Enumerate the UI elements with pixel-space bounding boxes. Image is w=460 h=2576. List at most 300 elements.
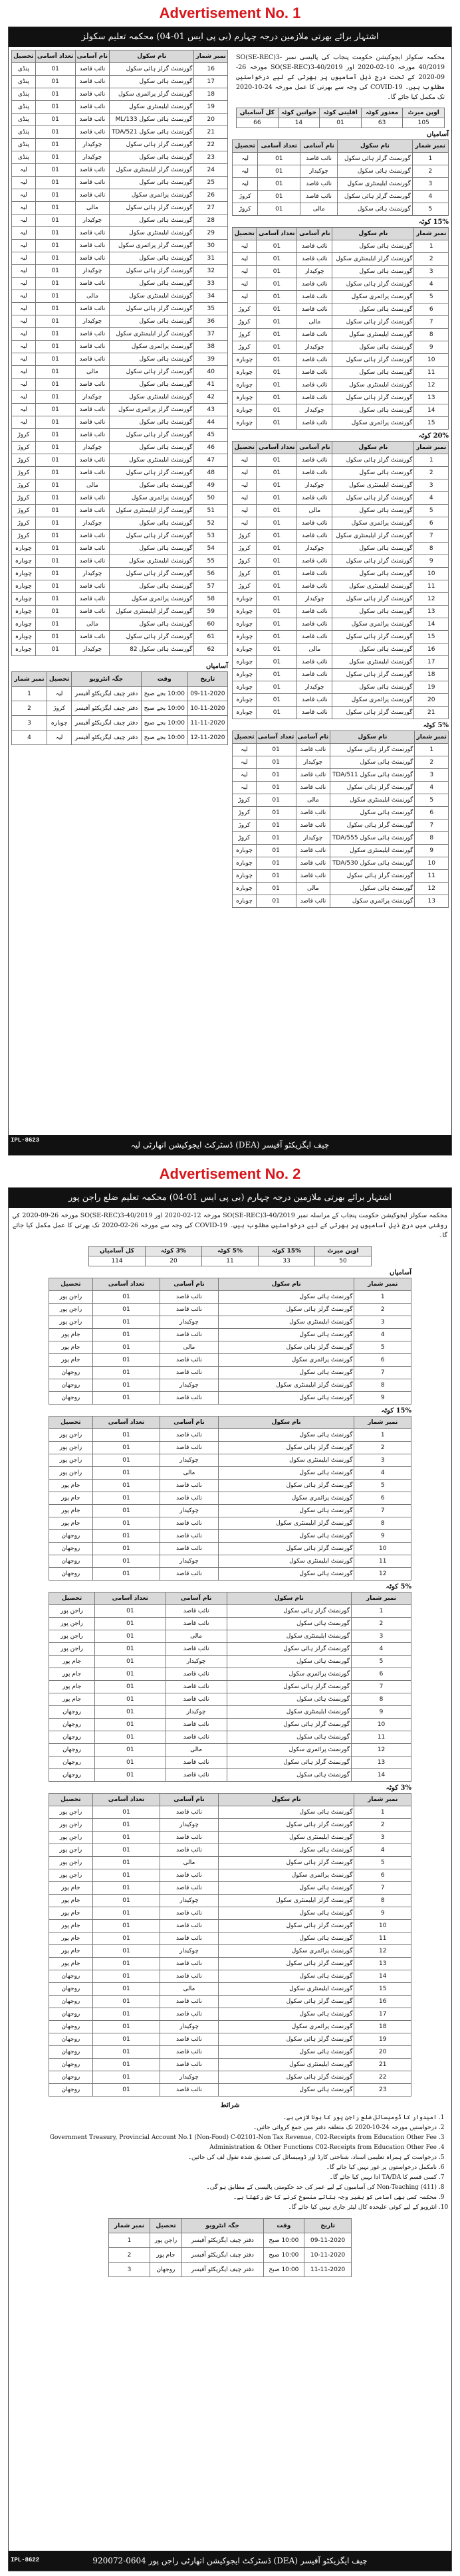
table-cell: گورنمنٹ ایلیمنٹری سکول (110, 227, 194, 240)
table-row (233, 681, 449, 694)
table-cell: چوبارہ (233, 379, 257, 392)
table-cell: نائب قاصد (297, 253, 332, 266)
table-cell: 01 (257, 479, 297, 492)
table-cell: چوبارہ (233, 354, 257, 367)
table-cell: گورنمنٹ ہائی سکول (218, 1806, 354, 1819)
table-cell: گورنمنٹ پرائمری سکول (332, 417, 414, 430)
table-cell: گورنمنٹ گرلز ہائی سکول (218, 1920, 354, 1932)
ad1-posts-table-b (232, 227, 449, 430)
ad1-banner: اشتہار برائے بھرتی ملازمین درجہ چہارم (بی پی ایس 01-04) محکمہ تعلیم سکولز (9, 27, 451, 47)
column-header: تعداد آسامی (92, 1794, 160, 1806)
table-cell: 01 (257, 240, 297, 253)
table-cell: 01 (35, 101, 75, 114)
table-cell: گورنمنٹ گرلز پرائمری سکول (110, 404, 194, 416)
table-cell: 01 (92, 1543, 160, 1555)
table-cell: گورنمنٹ ہائی سکول (332, 467, 414, 479)
table-row (12, 177, 228, 189)
table-cell: 01 (35, 492, 75, 505)
table-row (12, 416, 228, 429)
table-cell: 28 (194, 215, 228, 227)
table-cell: 01 (92, 2084, 160, 2097)
table-cell: چوکیدار (297, 681, 332, 694)
table-cell: 01 (95, 1731, 166, 1744)
table-cell: لیہ (233, 744, 257, 756)
table-cell: 1 (354, 1291, 411, 1304)
table-header-row (12, 50, 228, 63)
table-cell: 10:00 صبح (263, 2248, 304, 2263)
table-cell: 3 (414, 479, 449, 492)
table-cell: گورنمنٹ ہائی سکول (218, 1467, 354, 1480)
table-cell: 2 (109, 2248, 150, 2263)
table-cell: 01 (257, 618, 297, 631)
table-cell: نائب قاصد (297, 707, 332, 719)
table-cell: گورنمنٹ ہائی سکول (227, 1693, 351, 1706)
table-cell: گورنمنٹ ہائی سکول (218, 1907, 354, 1920)
table-cell: 10 (415, 857, 449, 870)
table-cell: کروڑ (233, 555, 257, 568)
table-cell: چوبارہ (12, 631, 36, 644)
table-cell: 2 (412, 165, 448, 178)
table-cell: کروڑ (233, 807, 257, 819)
table-cell: گورنمنٹ ایلیمنٹری سکول (330, 794, 415, 807)
table-cell: چوکیدار (297, 341, 332, 354)
table-cell: چوبارہ (233, 367, 257, 379)
table-row (12, 303, 228, 315)
column-header: تاریخ (304, 2219, 352, 2233)
ad1-posts-table-c (232, 441, 449, 719)
table-cell: 35 (194, 303, 228, 315)
table-cell: 6 (414, 517, 449, 530)
table-row (109, 2248, 352, 2263)
table-cell: 01 (35, 379, 75, 391)
table-cell: 44 (194, 416, 228, 429)
table-cell: گورنمنٹ گرلز ایلیمنٹری سکول (332, 253, 414, 266)
table-cell: 16 (414, 644, 449, 656)
column-header: نام سکول (332, 442, 414, 454)
table-cell: 1 (415, 744, 449, 756)
column-header: تحصیل (49, 1417, 93, 1429)
table-cell: 13 (414, 606, 449, 618)
table-cell: چوبارہ (233, 694, 257, 707)
column-header: نام سکول (110, 50, 194, 63)
quota-cell: 15% کوٹہ (258, 1246, 314, 1256)
table-cell: چوکیدار (75, 568, 110, 580)
table-cell: 58 (194, 593, 228, 606)
table-cell: 01 (92, 1429, 160, 1442)
table-row (49, 1555, 411, 1568)
table-cell: 13 (352, 1757, 411, 1769)
table-cell: 10 (414, 354, 449, 367)
table-cell: 01 (35, 517, 75, 530)
table-cell: 01 (35, 593, 75, 606)
table-cell: 01 (258, 165, 300, 178)
column-header: نام آسامی (166, 1592, 227, 1605)
table-cell: 8 (354, 1895, 411, 1907)
column-header: تحصیل (47, 672, 71, 687)
table-cell: گورنمنٹ ایلیمنٹری سکول (337, 178, 412, 191)
table-cell: نائب قاصد (75, 416, 110, 429)
table-cell: گورنمنٹ گرلز پرائمری سکول (110, 88, 194, 101)
table-cell: گورنمنٹ ایلیمنٹری سکول (110, 391, 194, 404)
table-cell: روجھان (49, 1983, 93, 1996)
table-row (12, 391, 228, 404)
table-cell: نائب قاصد (160, 1932, 219, 1945)
table-cell: 9 (354, 1530, 411, 1543)
table-cell: 19 (194, 101, 228, 114)
table-cell: 01 (35, 568, 75, 580)
table-cell: گورنمنٹ پرائمری سکول (218, 1354, 354, 1367)
table-cell: 8 (354, 1379, 411, 1392)
table-cell: نائب قاصد (300, 191, 337, 203)
table-cell: نائب قاصد (297, 454, 332, 467)
table-cell: پنڈی (12, 114, 36, 126)
table-cell: نائب قاصد (160, 1806, 219, 1819)
table-cell: گورنمنٹ گرلز ہائی سکول (218, 1480, 354, 1492)
table-cell: گورنمنٹ ہائی سکول (332, 404, 414, 417)
table-cell: گورنمنٹ ہائی سکول (218, 1367, 354, 1379)
table-cell: 10-11-2020 (304, 2248, 352, 2263)
table-row (49, 1618, 411, 1630)
table-row (233, 240, 449, 253)
quota-cell: 3% کوٹہ (145, 1246, 201, 1256)
table-cell: 25 (194, 177, 228, 189)
table-cell: 11-11-2020 (187, 716, 227, 730)
table-cell: نائب قاصد (297, 492, 332, 505)
table-cell: نائب قاصد (297, 530, 332, 543)
table-cell: 01 (257, 354, 297, 367)
table-row (49, 1517, 411, 1530)
table-cell: 10 (352, 1719, 411, 1731)
table-row (233, 845, 449, 857)
table-cell: چوبارہ (233, 392, 257, 404)
table-cell: نائب قاصد (160, 1958, 219, 1970)
table-cell: 4 (412, 191, 448, 203)
table-cell: راجن پور (49, 1806, 93, 1819)
table-cell: نائب قاصد (75, 467, 110, 479)
column-header: نمبر شمار (352, 1592, 411, 1605)
table-cell: گورنمنٹ پرائمری سکول (227, 1744, 351, 1757)
column-header: نمبر شمار (415, 731, 449, 744)
table-cell: 4 (354, 1844, 411, 1857)
table-cell: 01 (257, 669, 297, 681)
table-cell: 01 (257, 417, 297, 430)
table-cell: نائب قاصد (160, 1480, 219, 1492)
table-row (49, 1731, 411, 1744)
table-cell: 01 (92, 1480, 160, 1492)
table-cell: 11 (352, 1731, 411, 1744)
table-cell: لیہ (12, 177, 36, 189)
table-cell: روجھان (49, 1757, 95, 1769)
table-cell: لیہ (233, 492, 257, 505)
table-row (233, 555, 449, 568)
table-cell: نائب قاصد (166, 1769, 227, 1782)
table-cell: 7 (352, 1681, 411, 1693)
table-cell: 36 (194, 315, 228, 328)
table-row (49, 2008, 411, 2021)
table-cell: 51 (194, 505, 228, 517)
table-row (233, 819, 449, 832)
table-cell: پنڈی (12, 76, 36, 88)
column-header: نمبر شمار (354, 1417, 411, 1429)
table-cell: کروڑ (233, 580, 257, 593)
table-row (49, 1643, 411, 1656)
quota-cell: 33 (258, 1256, 314, 1266)
table-cell: نائب قاصد (296, 857, 330, 870)
table-cell: 01 (257, 316, 297, 329)
table-cell: لیہ (233, 479, 257, 492)
table-cell: روجھان (49, 2008, 93, 2021)
table-cell: 01 (35, 177, 75, 189)
table-cell: 47 (194, 454, 228, 467)
table-row (49, 1316, 411, 1329)
table-row (49, 2021, 411, 2033)
table-row (233, 694, 449, 707)
table-cell: نائب قاصد (160, 1517, 219, 1530)
table-cell: 01 (92, 1895, 160, 1907)
table-cell: 3 (412, 178, 448, 191)
table-cell: چوبارہ (233, 883, 257, 895)
table-cell: روجھان (49, 1744, 95, 1757)
table-cell: 01 (92, 2021, 160, 2033)
table-cell: نائب قاصد (296, 845, 330, 857)
table-row (49, 1329, 411, 1341)
table-cell: گورنمنٹ ہائی سکول (227, 1656, 351, 1668)
table-cell: لیہ (233, 517, 257, 530)
table-cell: چوکیدار (160, 1895, 219, 1907)
table-cell: گورنمنٹ گرلز ہائی سکول (332, 707, 414, 719)
table-cell: نائب قاصد (75, 227, 110, 240)
table-cell: جام پور (49, 1945, 93, 1958)
quota-cell: اوپن میرٹ (314, 1246, 371, 1256)
column-header: تعداد آسامی (256, 731, 296, 744)
table-cell: 09-11-2020 (187, 687, 227, 701)
quota-cell: 14 (278, 118, 320, 128)
table-cell: 11 (414, 367, 449, 379)
table-cell: 01 (92, 2059, 160, 2071)
table-cell: گورنمنٹ گرلز ہائی سکول (110, 366, 194, 379)
table-cell: 6 (354, 1869, 411, 1882)
table-cell: دفتر چیف ایگزیکٹو آفیسر (72, 701, 142, 716)
table-row (12, 379, 228, 391)
table-cell: 01 (92, 1341, 160, 1354)
table-cell: 23 (194, 151, 228, 164)
table-cell: 01 (92, 1492, 160, 1505)
table-cell: گورنمنٹ ایلیمنٹری سکول (218, 1983, 354, 1996)
ad2-intro: محکمہ سکولز ایجوکیشن حکومت پنجاب کے مراسلہ نمبر SO(SE-REC)3-40/2019 مورخہ 12-02-2020 اور SO(SE-REC)3-40/2019 مورخہ 26-09-2020 کی روشنی میں درج ذیل آسامیوں پر بھرتی کے لیے درخواستیں مطلوب ہیں۔ COVID-19 کی وجہ سے مورخہ 26-02-2020 تک بھرتی کا عمل مکمل کیا جائے گا۔ (13, 1212, 448, 1239)
table-cell: لیہ (12, 227, 36, 240)
table-cell: 01 (92, 1996, 160, 2008)
table-cell: کروڑ (12, 442, 36, 454)
table-cell: نائب قاصد (75, 555, 110, 568)
table-cell: 3 (354, 1832, 411, 1844)
table-cell: پنڈی (12, 139, 36, 151)
table-cell: نائب قاصد (160, 1543, 219, 1555)
table-row (233, 492, 449, 505)
table-cell: 01 (35, 315, 75, 328)
table-cell: چوبارہ (233, 870, 257, 883)
table-cell: نائب قاصد (75, 404, 110, 416)
table-cell: 01 (35, 139, 75, 151)
table-cell: نائب قاصد (160, 2046, 219, 2059)
table-cell: 01 (35, 530, 75, 543)
table-row (49, 1568, 411, 1581)
table-cell: 01 (35, 341, 75, 353)
table-cell: 01 (35, 454, 75, 467)
table-cell: 10 (354, 1543, 411, 1555)
table-cell: نائب قاصد (75, 101, 110, 114)
table-cell: 01 (35, 265, 75, 278)
table-cell: گورنمنٹ ہائی سکول (110, 479, 194, 492)
table-cell: کروڑ (12, 454, 36, 467)
table-cell: گورنمنٹ ہائی سکول (332, 681, 414, 694)
column-header: نام آسامی (75, 50, 110, 63)
table-cell: لیہ (233, 467, 257, 479)
table-row (49, 1706, 411, 1719)
table-cell: 01 (256, 832, 296, 845)
table-row (233, 618, 449, 631)
table-cell: لیہ (233, 253, 257, 266)
table-cell: کروڑ (233, 316, 257, 329)
table-cell: چوبارہ (233, 669, 257, 681)
column-header: نام سکول (337, 140, 412, 153)
ad1-quota-values (236, 118, 445, 128)
table-cell: 24 (194, 164, 228, 177)
table-cell: 46 (194, 442, 228, 454)
table-cell: لیہ (12, 416, 36, 429)
table-cell: 01 (35, 479, 75, 492)
table-cell: 01 (35, 404, 75, 416)
table-row (12, 278, 228, 290)
table-cell: گورنمنٹ ہائی سکول (330, 756, 415, 769)
table-row (233, 883, 449, 895)
table-cell: لیہ (233, 165, 258, 178)
table-cell: نائب قاصد (300, 178, 337, 191)
table-cell: گورنمنٹ ہائی سکول (218, 1970, 354, 1983)
quota-cell: 50 (314, 1256, 371, 1266)
table-cell: 01 (92, 1857, 160, 1869)
table-row (12, 290, 228, 303)
ad2-footer: چیف ایگزیکٹو آفیسر (DEA) ڈسٹرکٹ ایجوکیشن اتھارٹی راجن پور 0604-920072 (9, 2551, 451, 2571)
table-cell: روجھان (49, 2046, 93, 2059)
ad1-intro: محکمہ سکولز ایجوکیشن حکومت پنجاب کی پالیسی نمبر SO(SE-REC)3-40/2019 مورخہ 10-02-2020 اور SO(SE-REC)3-40/2019 مورخہ 26-09-2020 کے تحت درج ذیل آسامیوں پر بھرتی کے لیے درخواستیں مطلوب ہیں۔ COVID-19 کی وجہ سے بھرتی کا عمل مورخہ 24-10-2020 تک مکمل کیا جائے گا۔ (236, 54, 445, 101)
table-cell: نائب قاصد (160, 1442, 219, 1454)
table-cell: نائب قاصد (297, 618, 332, 631)
table-cell: گورنمنٹ گرلز ہائی سکول (218, 1819, 354, 1832)
table-cell: روجھان (49, 2033, 93, 2046)
column-header: نام آسامی (160, 1794, 219, 1806)
table-row (12, 114, 228, 126)
table-cell: گورنمنٹ گرلز ہائی سکول (227, 1605, 351, 1618)
table-cell: چوکیدار (160, 1505, 219, 1517)
table-cell: 01 (256, 794, 296, 807)
table-row (233, 417, 449, 430)
table-cell: کروڑ (233, 543, 257, 555)
table-cell: گورنمنٹ ہائی سکول (110, 517, 194, 530)
table-cell: 17 (194, 76, 228, 88)
table-cell: جام پور (49, 1505, 93, 1517)
column-header: تحصیل (49, 1794, 93, 1806)
ad1-section-d-title: 5% کوٹہ (423, 722, 449, 729)
table-cell: چوبارہ (233, 857, 257, 870)
table-cell: راجن پور (49, 1291, 93, 1304)
table-row (233, 857, 449, 870)
table-cell: جام پور (150, 2248, 182, 2263)
column-header: تحصیل (233, 731, 257, 744)
table-cell: نائب قاصد (75, 114, 110, 126)
table-row (12, 701, 228, 716)
column-header: نام سکول (218, 1278, 354, 1291)
table-cell: چوکیدار (166, 1656, 227, 1668)
table-cell: چوبارہ (233, 707, 257, 719)
table-cell: 62 (194, 644, 228, 656)
column-header: نام سکول (330, 731, 415, 744)
table-cell: 14 (414, 618, 449, 631)
table-cell: گورنمنٹ گرلز ہائی سکول (332, 555, 414, 568)
table-row (49, 1719, 411, 1731)
table-cell: 14 (414, 404, 449, 417)
table-cell: گورنمنٹ پرائمری سکول (332, 618, 414, 631)
table-cell: 01 (92, 1454, 160, 1467)
table-cell: 01 (258, 191, 300, 203)
table-cell: نائب قاصد (160, 1882, 219, 1895)
ad2-posts-table-4 (49, 1793, 411, 2097)
column-header: تعداد آسامی (92, 1417, 160, 1429)
table-cell: گورنمنٹ گرلز ایلیمنٹری سکول (110, 505, 194, 517)
table-row (49, 1467, 411, 1480)
table-cell: 31 (194, 252, 228, 265)
table-cell: گورنمنٹ گرلز پرائمری سکول (110, 240, 194, 252)
column-header: نام آسامی (160, 1278, 219, 1291)
table-cell: 14 (354, 1970, 411, 1983)
table-cell: نائب قاصد (75, 252, 110, 265)
table-row (49, 1429, 411, 1442)
table-cell: نائب قاصد (75, 177, 110, 189)
table-cell: روجھان (49, 1379, 93, 1392)
table-cell: نائب قاصد (160, 1304, 219, 1316)
quota-cell: کل آسامیاں (237, 108, 278, 118)
table-cell: گورنمنٹ ایلیمنٹری سکول (218, 1555, 354, 1568)
table-cell: مالی (297, 505, 332, 517)
table-cell: 3 (12, 716, 47, 730)
table-row (233, 517, 449, 530)
table-cell: 01 (257, 707, 297, 719)
table-cell: 01 (35, 366, 75, 379)
table-cell: 01 (257, 656, 297, 669)
column-header: تعداد آسامی (257, 228, 297, 240)
table-cell: چوبارہ (233, 644, 257, 656)
table-cell: گورنمنٹ پرائمری سکول (110, 492, 194, 505)
table-cell: 01 (258, 203, 300, 216)
table-row (49, 1492, 411, 1505)
table-row (109, 2233, 352, 2248)
table-cell: چوکیدار (75, 215, 110, 227)
table-cell: نائب قاصد (75, 126, 110, 139)
table-row (12, 479, 228, 492)
table-cell: گورنمنٹ ایلیمنٹری سکول (332, 580, 414, 593)
table-cell: 01 (92, 1932, 160, 1945)
table-cell: 01 (92, 2046, 160, 2059)
table-cell: گورنمنٹ گرلز ہائی سکول (110, 265, 194, 278)
table-cell: 01 (35, 467, 75, 479)
table-cell: 01 (256, 744, 296, 756)
table-cell: گورنمنٹ پرائمری سکول (227, 1668, 351, 1681)
table-cell: 49 (194, 479, 228, 492)
table-cell: نائب قاصد (297, 354, 332, 367)
quota-cell: 11 (201, 1256, 258, 1266)
table-cell: چوبارہ (233, 631, 257, 644)
table-row (233, 794, 449, 807)
table-cell: 01 (257, 555, 297, 568)
